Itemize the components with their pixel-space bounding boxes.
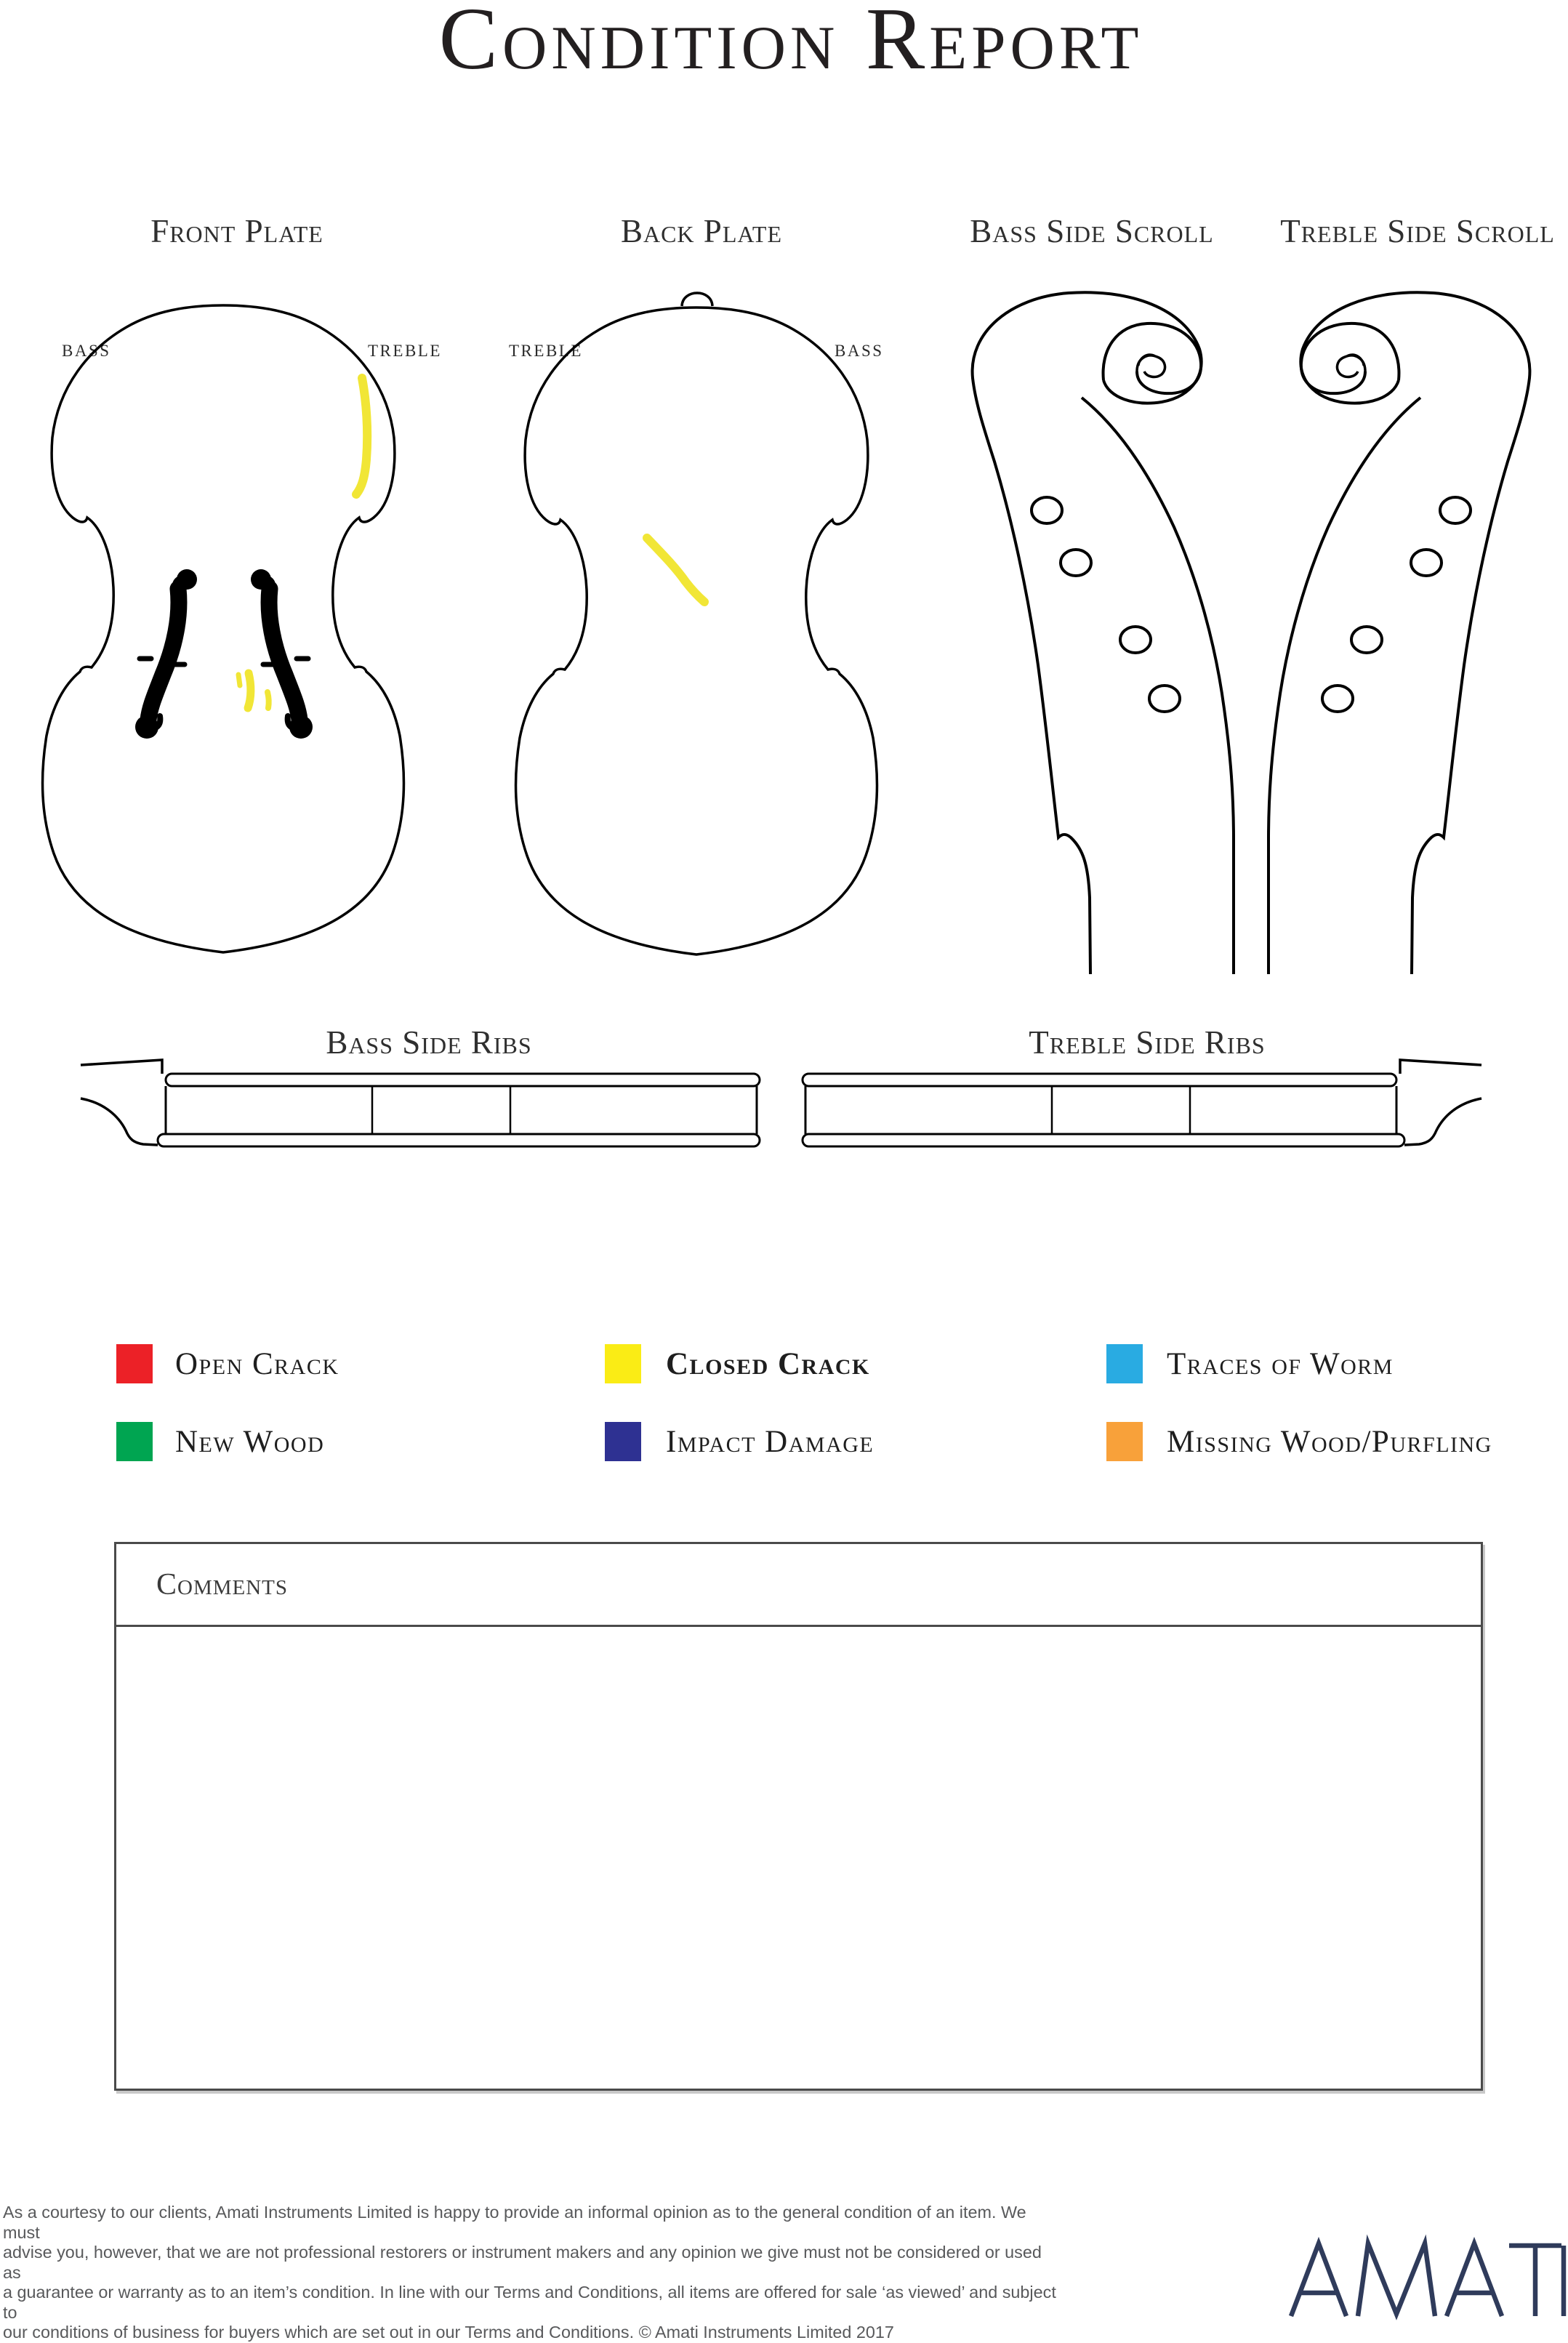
scroll-art-mirrored — [1269, 292, 1529, 974]
impact-damage-swatch — [605, 1422, 641, 1461]
open-crack-label: Open Crack — [175, 1347, 339, 1381]
closed-crack-mark-back — [647, 538, 704, 602]
bass-scroll-diagram — [960, 287, 1265, 978]
treble-scroll-diagram — [1237, 287, 1543, 978]
comments-field — [116, 1627, 1481, 2091]
disclaimer-line: As a courtesy to our clients, Amati Instruments Limited is happy to provide an informal opinion as to the general condition of an item. We must — [3, 2203, 1026, 2242]
violin-back-outline — [516, 308, 877, 955]
new-wood-swatch — [116, 1422, 153, 1461]
comments-title: Comments — [156, 1567, 289, 1601]
scroll-art — [973, 292, 1234, 974]
traces-of-worm-label: Traces of Worm — [1167, 1347, 1394, 1381]
back-treble-side-label: TREBLE — [509, 342, 583, 360]
page-title: Condition Report — [438, 0, 1143, 88]
treble-f-hole — [251, 569, 313, 739]
ribs-art-mirrored — [803, 1060, 1481, 1146]
closed-crack-mark-front-edge — [356, 378, 367, 494]
front-plate-diagram — [38, 300, 410, 961]
front-treble-side-label: TREBLE — [368, 342, 442, 360]
new-wood-label: New Wood — [175, 1425, 325, 1459]
disclaimer-text — [3, 2203, 1064, 2343]
back-bass-side-label: BASS — [835, 342, 884, 360]
bass-scroll-label: Bass Side Scroll — [970, 213, 1214, 249]
closed-crack-label: Closed Crack — [666, 1347, 870, 1381]
impact-damage-label: Impact Damage — [666, 1425, 875, 1459]
amati-logo — [1291, 2243, 1568, 2316]
front-plate-label: Front Plate — [150, 213, 323, 249]
back-button — [682, 293, 712, 306]
closed-crack-mark-front-small-3 — [268, 692, 269, 708]
treble-ribs-diagram — [795, 1058, 1486, 1156]
bass-f-hole — [135, 569, 197, 739]
violin-front-outline — [43, 305, 404, 952]
missing-wood-swatch — [1106, 1422, 1143, 1461]
back-plate-diagram — [511, 283, 883, 966]
closed-crack-mark-front-small-1 — [238, 675, 240, 686]
open-crack-swatch — [116, 1344, 153, 1383]
closed-crack-swatch — [605, 1344, 641, 1383]
front-bass-side-label: BASS — [62, 342, 111, 360]
bass-ribs-diagram — [76, 1058, 767, 1156]
missing-wood-label: Missing Wood/Purfling — [1167, 1425, 1492, 1459]
treble-ribs-label: Treble Side Ribs — [1029, 1024, 1266, 1061]
comments-header — [116, 1544, 1481, 1627]
back-plate-label: Back Plate — [620, 213, 783, 249]
ribs-art — [81, 1060, 760, 1146]
disclaimer-line: advise you, however, that we are not professional restorers or instrument makers and any opinion we give must not be considered or used as — [3, 2243, 1042, 2282]
bass-ribs-label: Bass Side Ribs — [326, 1024, 532, 1061]
traces-of-worm-swatch — [1106, 1344, 1143, 1383]
disclaimer-line: a guarantee or warranty as to an item’s condition. In line with our Terms and Conditions, all items are offered for sale ‘as viewed’ and subject to — [3, 2283, 1056, 2322]
disclaimer-line: our conditions of business for buyers which are set out in our Terms and Conditions. © Amati Instruments Limited 2017 — [3, 2323, 894, 2342]
treble-scroll-label: Treble Side Scroll — [1280, 213, 1555, 249]
comments-box — [114, 1542, 1483, 2091]
closed-crack-mark-front-small-2 — [248, 673, 251, 708]
